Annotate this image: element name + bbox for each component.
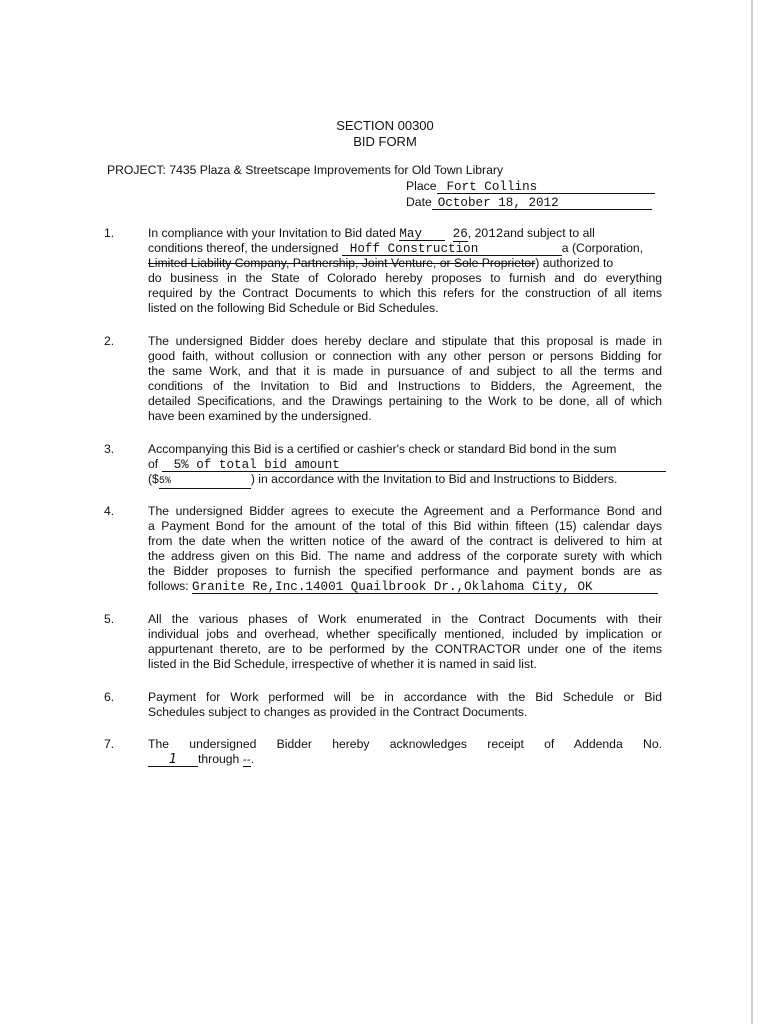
date-line [406,195,652,210]
p5-line-4: listed in the Bid Schedule, irrespective of whether it is named in said list. [148,657,537,671]
p5-line-3: appurtenant thereto, are to be performed by the CONTRACTOR under one of the items [148,642,662,656]
p5-line-2: individual jobs and overhead, whether specifically mentioned, included by implication or [148,627,662,641]
item-number-2: 2. [104,334,115,348]
p1-line-1 [148,226,595,242]
p5-body [148,612,662,672]
p4-line-6 [148,579,658,594]
bidder-name: Hoff Construction [342,243,562,256]
p5-line-1: All the various phases of Work enumerated in the Contract Documents with their [148,612,662,626]
page-edge-divider [751,0,753,1024]
bid-date-year: 12 [488,227,504,241]
p2-line-6: have been examined by the undersigned. [148,409,372,423]
project-line [107,163,503,178]
p4-line-5: the Bidder proposes to furnish the specified performance and payment bonds are as [148,564,662,578]
place-line [406,179,655,194]
p1-body [148,271,662,316]
addenda-from: 1 [148,754,198,767]
p7-line-2 [148,752,254,767]
p2-line-5: detailed Specifications, and the Drawings pertaining to the Work to be done, all of which [148,394,662,408]
section-subtitle: BID FORM [353,134,417,149]
p4-line-1: The undersigned Bidder agrees to execute the Agreement and a Performance Bond and [148,504,662,518]
p1-line-5: required by the Contract Documents to which this refers for the construction of all items [148,286,662,300]
addenda-to: -- [242,753,251,766]
bid-date-month: May [399,228,445,241]
p4-text: follows: [148,579,189,593]
item-number-6: 6. [104,690,115,704]
p1-text-end: a (Corporation, [561,241,644,255]
surety-address: Granite Re,Inc.14001 Quailbrook Dr.,Oklahoma City, OK [192,581,658,594]
p7-line-1: The undersigned Bidder hereby acknowledges receipt of Addenda No. [148,737,662,751]
p4-line-3: from the date when the written notice of the award of the contract is delivered to him at [148,534,662,548]
p2-body [148,334,662,424]
p1-line-3 [148,256,613,271]
p7-body [148,737,662,752]
project-label: PROJECT: [107,163,166,177]
p6-line-1: Payment for Work performed will be in accordance with the Bid Schedule or Bid [148,690,662,704]
item-number-3: 3. [104,442,115,456]
p7-through: through [198,752,240,766]
item-number-7: 7. [104,737,115,751]
p2-line-4: conditions of the Invitation to Bid and Instructions to Bidders, the Agreement, the [148,379,662,393]
bond-sum-amount: 5% [159,476,251,489]
date-label: Date [406,195,432,209]
p3-text: of [148,457,159,471]
p7-period: . [250,752,255,766]
p1-text-end: ) authorized to [535,256,614,270]
p4-line-4: the address given on this Bid. The name and address of the corporate surety with which [148,549,662,563]
p1-line-2 [148,241,643,256]
item-number-5: 5. [104,612,115,626]
p4-line-2: a Payment Bond for the amount of the total of this Bid within fifteen (15) calendar days [148,519,662,533]
section-title: SECTION 00300 [336,118,434,133]
bid-date-day: 26 [452,227,468,241]
struck-entity-types: Limited Liability Company, Partnership, Joint Venture, or Sole Proprietor [148,256,536,270]
item-number-4: 4. [104,504,115,518]
project-name: 7435 Plaza & Streetscape Improvements for Old Town Library [169,163,504,177]
p3-line-2 [148,457,666,472]
p2-line-2: good faith, without collusion or connection with any other person or persons Bidding for [148,349,662,363]
p3-line-1: Accompanying this Bid is a certified or cashier's check or standard Bid bond in the sum [148,442,617,456]
p6-body [148,690,662,720]
p6-line-2: Schedules subject to changes as provided in the Contract Documents. [148,705,528,719]
place-label: Place [406,179,437,193]
p1-line-6: listed on the following Bid Schedule or Bid Schedules. [148,301,439,315]
date-value: October 18, 2012 [432,197,652,210]
p3-line-3 [148,472,617,489]
p2-line-3: the same Work, and that it is made in pursuance of and subject to all the terms and [148,364,662,378]
p1-text-end: and subject to all [503,226,595,240]
bond-sum-words: 5% of total bid amount [162,459,666,472]
item-number-1: 1. [104,226,115,240]
p2-line-1: The undersigned Bidder does hereby declare and stipulate that this proposal is made in [148,334,662,348]
p1-line-4: do business in the State of Colorado hereby proposes to furnish and do everything [148,271,662,285]
place-value: Fort Collins [437,181,655,194]
p1-text: In compliance with your Invitation to Bid dated [148,226,396,240]
bid-date-year-prefix: , 20 [467,226,489,240]
p3-text-end: ) in accordance with the Invitation to Bid and Instructions to Bidders. [250,472,618,486]
p4-body [148,504,662,579]
p1-text: conditions thereof, the undersigned [148,241,339,255]
p3-text: ($ [148,472,159,486]
